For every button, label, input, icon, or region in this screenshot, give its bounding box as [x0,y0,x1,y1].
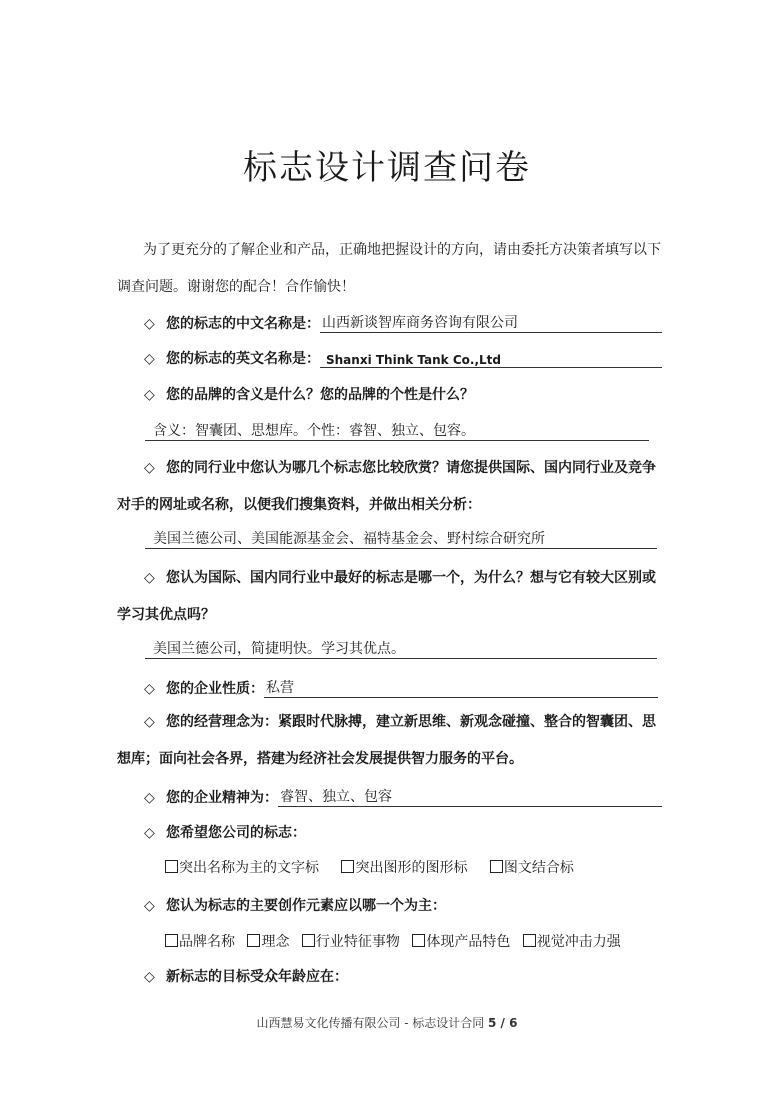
diamond-icon: ◇ [144,825,155,841]
question-logo-preference [117,822,662,842]
diamond-icon: ◇ [144,681,155,697]
question-company-spirit [117,786,662,807]
question-label: 您的企业性质： [166,681,264,697]
diamond-icon: ◇ [144,351,155,367]
competitor-logos-answer[interactable]: 美国兰德公司、美国能源基金会、福特基金会、野村综合研究所 [145,528,657,549]
question-creative-element [117,895,662,915]
question-label: 您认为标志的主要创作元素应以哪一个为主： [166,898,446,914]
company-type-field[interactable]: 私营 [264,677,658,698]
question-label: 您的同行业中您认为哪几个标志您比较欣赏？请您提供国际、国内同行业及竞争对手的网址或名称，以便我们搜集资料，并做出相关分析： [117,460,656,513]
diamond-icon: ◇ [144,460,155,476]
question-brand-meaning [117,384,662,404]
question-company-type [117,677,662,698]
diamond-icon: ◇ [144,898,155,914]
question-label: 新标志的目标受众年龄应在： [166,969,348,985]
question-target-age [117,966,662,986]
diamond-icon: ◇ [144,969,155,985]
option-text-logo[interactable]: 突出名称为主的文字标 [165,857,319,877]
checkbox-icon[interactable] [165,934,178,947]
checkbox-icon[interactable] [302,934,315,947]
logo-preference-options [165,857,592,877]
diamond-icon: ◇ [144,387,155,403]
diamond-icon: ◇ [144,570,155,586]
question-label: 您的标志的中文名称是： [166,316,320,332]
option-visual-impact[interactable]: 视觉冲击力强 [523,931,621,951]
page-number: 5 / 6 [488,1016,518,1030]
best-logo-answer[interactable]: 美国兰德公司，简捷明快。学习其优点。 [145,638,657,659]
chinese-name-field[interactable]: 山西新谈智库商务咨询有限公司 [320,312,662,333]
checkbox-icon[interactable] [412,934,425,947]
diamond-icon: ◇ [144,714,155,730]
footer-text: 山西慧易文化传播有限公司 - 标志设计合同 [256,1016,485,1030]
question-best-logo [117,560,662,634]
diamond-icon: ◇ [144,790,155,806]
diamond-icon: ◇ [144,316,155,332]
question-label: 您希望您公司的标志： [166,825,306,841]
question-label: 您的经营理念为：紧跟时代脉搏，建立新思维、新观念碰撞、整合的智囊团、思想库；面向社会各界，搭建为经济社会发展提供智力服务的平台。 [117,714,656,767]
question-chinese-name [117,312,662,333]
question-business-philosophy [117,704,662,778]
creative-element-options [165,931,621,951]
question-english-name [117,348,662,368]
option-industry-feature[interactable]: 行业特征事物 [302,931,400,951]
question-label: 您的标志的英文名称是： [166,351,320,367]
question-label: 您认为国际、国内同行业中最好的标志是哪一个，为什么？想与它有较大区别或学习其优点吗？ [117,570,656,623]
option-product-feature[interactable]: 体现产品特色 [412,931,510,951]
option-philosophy[interactable]: 理念 [247,931,289,951]
english-name-field[interactable]: Shanxi Think Tank Co.,Ltd [320,353,662,368]
option-brand-name[interactable]: 品牌名称 [165,931,235,951]
checkbox-icon[interactable] [247,934,260,947]
brand-meaning-answer[interactable]: 含义：智囊团、思想库。个性：睿智、独立、包容。 [145,420,649,441]
question-label: 您的企业精神为： [166,790,278,806]
company-spirit-field[interactable]: 睿智、独立、包容 [278,786,662,807]
checkbox-icon[interactable] [165,860,178,873]
page-footer [0,1014,774,1031]
checkbox-icon[interactable] [341,860,354,873]
checkbox-icon[interactable] [523,934,536,947]
intro-paragraph: 为了更充分的了解企业和产品，正确地把握设计的方向，请由委托方决策者填写以下调查问题。谢谢您的配合！合作愉快！ [117,242,661,295]
option-graphic-logo[interactable]: 突出图形的图形标 [341,857,467,877]
question-label: 您的品牌的含义是什么？您的品牌的个性是什么？ [166,387,474,403]
question-competitor-logos [117,450,662,524]
page-title: 标志设计调查问卷 [243,148,531,188]
option-combined-logo[interactable]: 图文结合标 [490,857,574,877]
checkbox-icon[interactable] [490,860,503,873]
